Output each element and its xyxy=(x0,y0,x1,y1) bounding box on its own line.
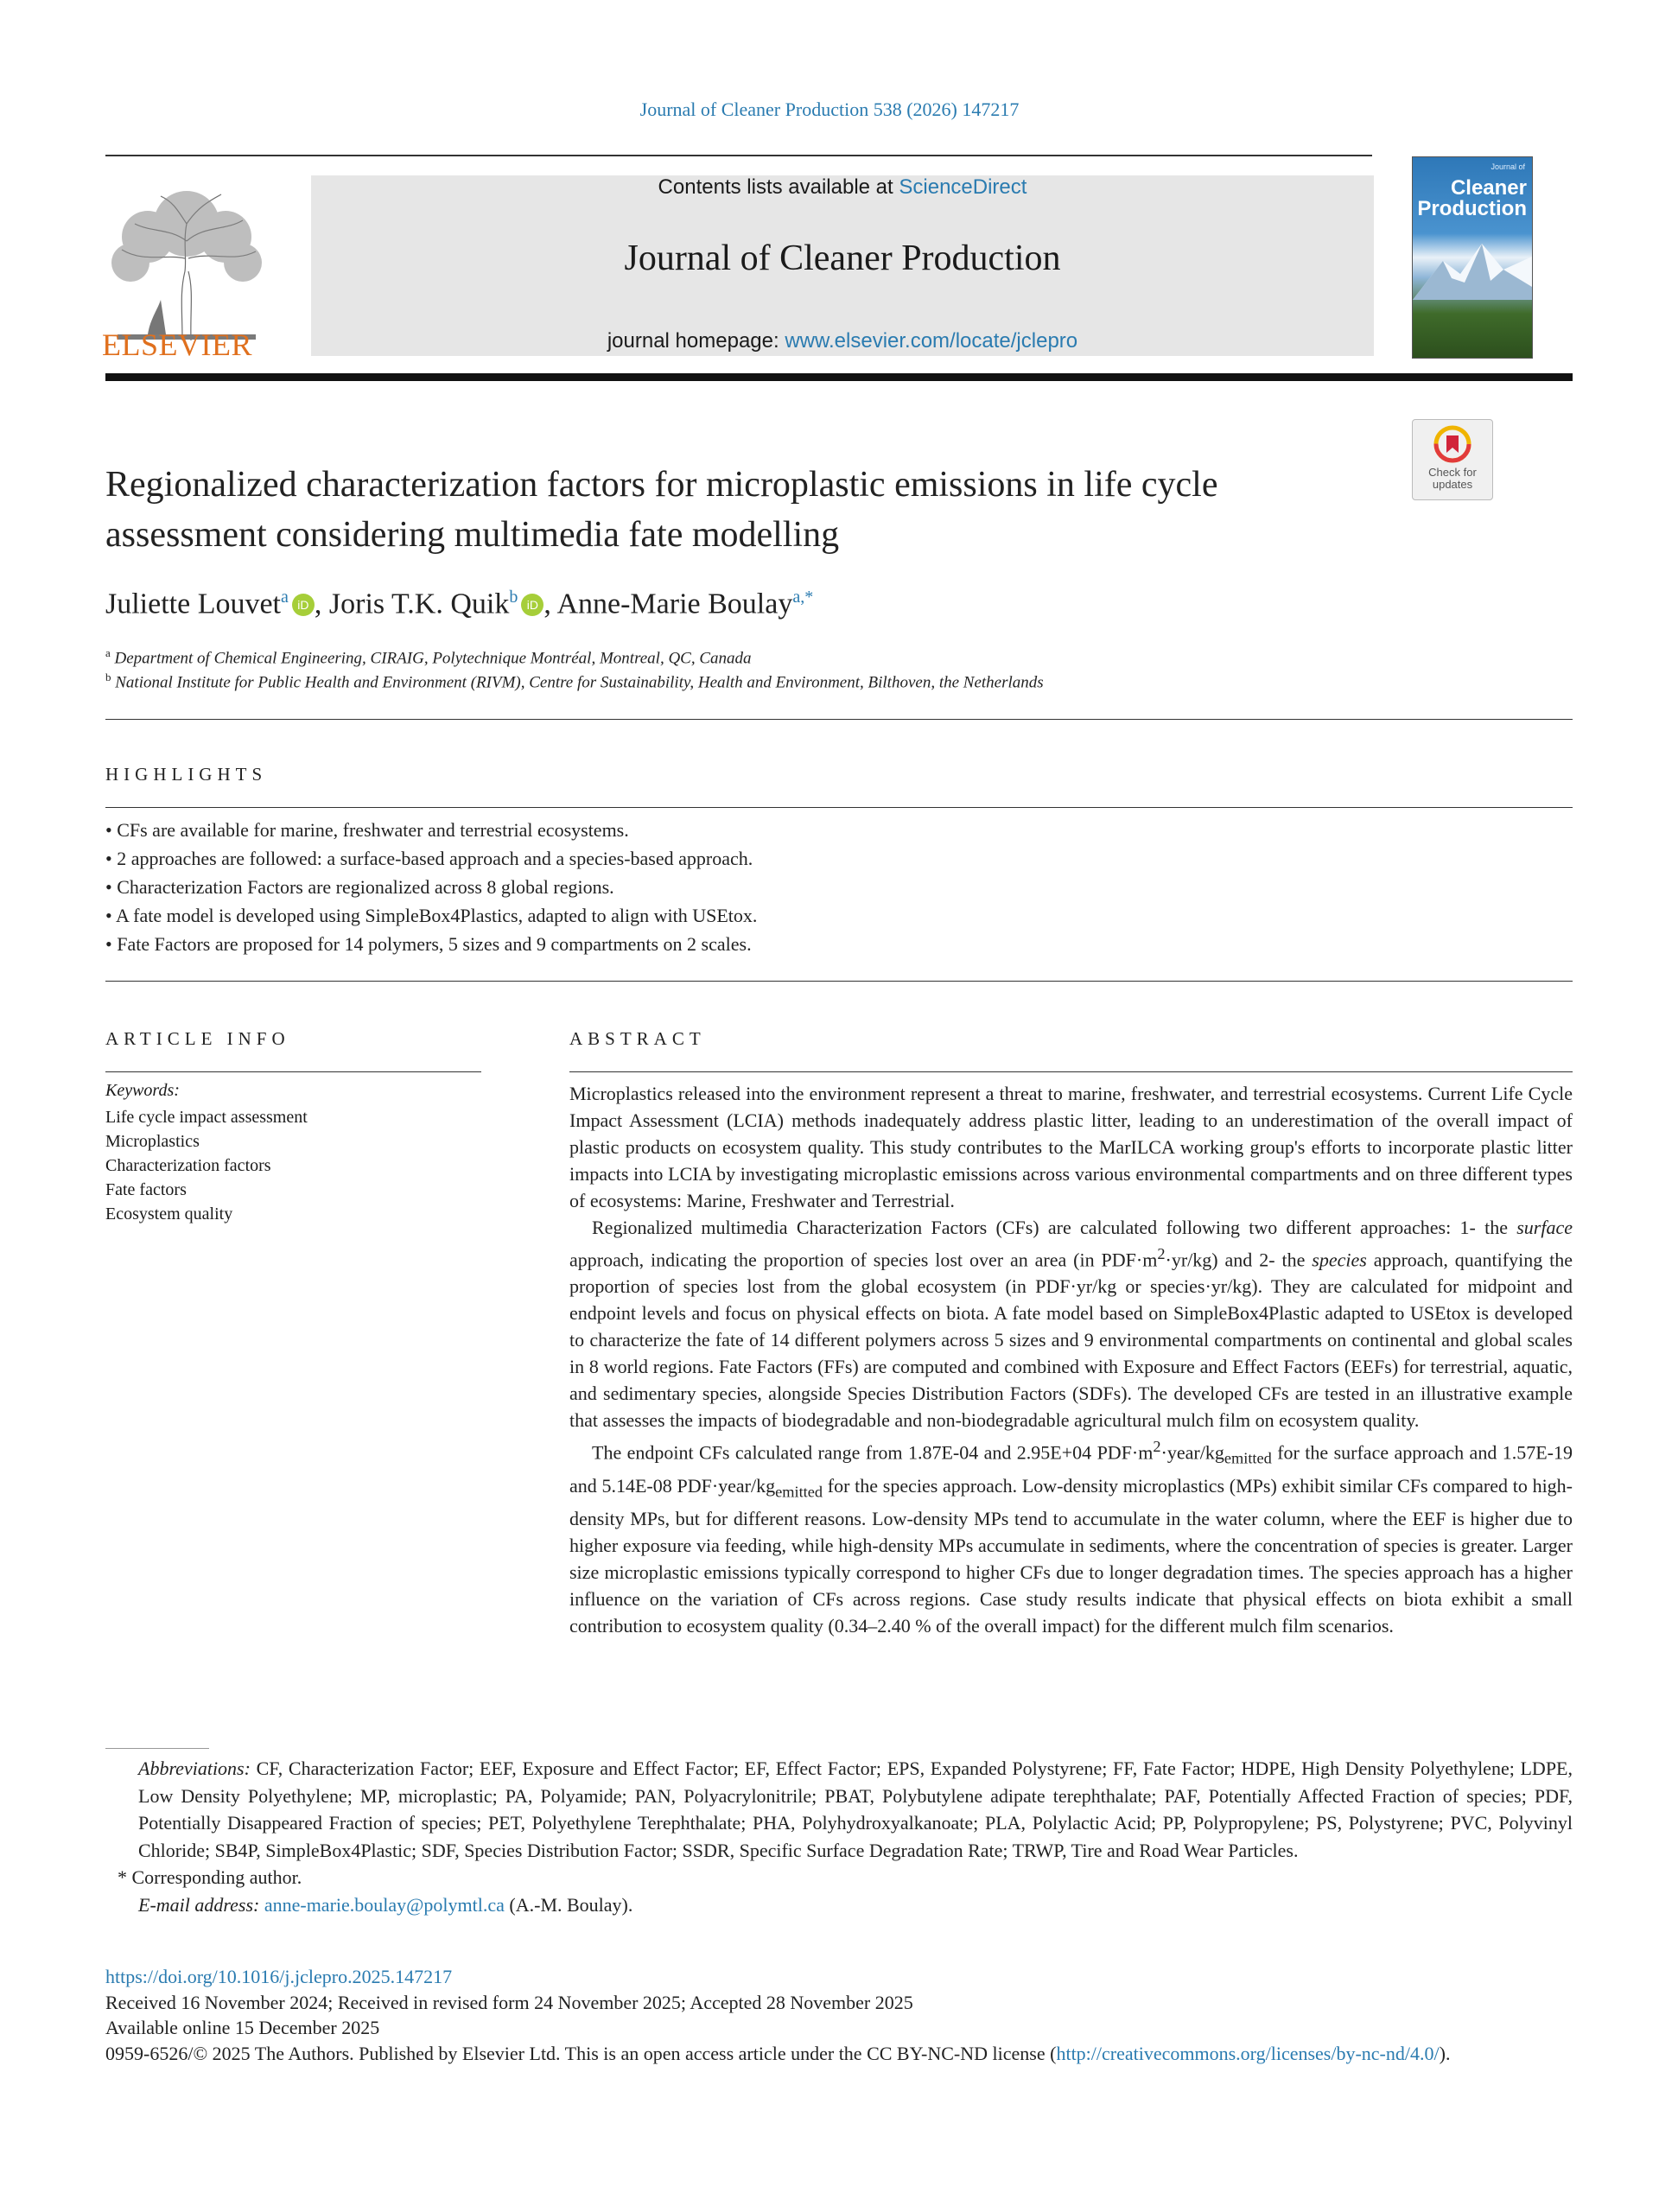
license-statement: 0959-6526/© 2025 The Authors. Published by Elsevier Ltd. This is an open access article under the CC BY-NC-ND license (http://creativecommons.org/licenses/by-nc-nd/4.0/). xyxy=(105,2042,1451,2064)
divider xyxy=(105,981,1573,982)
author-name[interactable]: Juliette Louvet xyxy=(105,588,282,620)
author-affiliation-mark[interactable]: a,* xyxy=(792,588,814,607)
email-footnote xyxy=(105,1891,1573,1919)
orcid-icon[interactable]: iD xyxy=(292,594,315,616)
abstract-paragraph: Microplastics released into the environment represent a threat to marine, freshwater, and terrestrial ecosystems. Current Life Cycle Impact Assessment (LCIA) methods inadequately address plastic litter, leading to an underestimation of the overall impact of plastic products on ecosystem quality. This study contributes to the MarILCA working group's efforts to incorporate plastic litter impacts into LCIA by investigating microplastic emissions across various environmental compartments and on three different types of ecosystems: Marine, Freshwater and Terrestrial. xyxy=(569,1083,1573,1211)
article-meta xyxy=(105,1964,1573,2066)
divider xyxy=(105,1071,481,1072)
license-link[interactable]: http://creativecommons.org/licenses/by-nc-nd/4.0/ xyxy=(1056,2042,1440,2064)
highlights-heading: HIGHLIGHTS xyxy=(105,764,268,785)
divider xyxy=(105,719,1573,720)
abbreviations-footnote xyxy=(105,1755,1573,1864)
abbreviations-label: Abbreviations: xyxy=(138,1758,251,1779)
affiliation-text: National Institute for Public Health and Environment (RIVM), Centre for Sustainability, Health and Environment, Bilthoven, the Netherlands xyxy=(115,673,1044,692)
abstract-paragraph: The endpoint CFs calculated range from 1.87E-04 and 2.95E+04 $PDF\cdot m^2\cdot year/kg_{emitted}$ for the surface approach and 1.57E-19 and 5.14E-08 $PDF\cdot year/kg_{emitted}$ for the species approach. Low-density microplastics (MPs) exhibit similar CFs compared to high-density MPs, but for different reasons. Low-density MPs tend to accumulate in the water column, where the EEF is higher due to higher exposure via feeding, while high-density MPs accumulate in sediments, where the concentration of species is greater. Larger size microplastic emissions typically correspond to higher CFs due to longer degradation times. The species approach has a higher influence on the variation of CFs across regions. Case study results indicate that physical effects on biota exhibit a small contribution to ecosystem quality (0.34–2.40 % of the overall impact) for the different mulch film scenarios. xyxy=(569,1438,1573,1637)
cover-title-line-2: Production xyxy=(1417,197,1527,220)
author-name[interactable]: Joris T.K. Quik xyxy=(328,588,510,620)
highlight-item: • Characterization Factors are regionalized across 8 global regions. xyxy=(105,876,614,898)
available-online: Available online 15 December 2025 xyxy=(105,2017,380,2038)
cover-title-line-1: Cleaner xyxy=(1450,176,1527,200)
article-info-heading: ARTICLE INFO xyxy=(105,1028,290,1049)
highlight-item: • CFs are available for marine, freshwater and terrestrial ecosystems. xyxy=(105,819,629,841)
keyword-item: Ecosystem quality xyxy=(105,1205,233,1224)
abstract-heading: ABSTRACT xyxy=(569,1028,706,1049)
email-suffix: (A.-M. Boulay). xyxy=(509,1893,633,1916)
check-for-updates-button[interactable] xyxy=(1412,419,1493,500)
affiliation-b xyxy=(105,671,1044,692)
author-affiliation-mark[interactable]: a xyxy=(281,588,289,607)
author-name[interactable]: Anne-Marie Boulay xyxy=(556,588,793,620)
journal-cover-image[interactable] xyxy=(1412,156,1533,359)
publisher-logo-text: ELSEVIER xyxy=(102,327,252,362)
keywords-label: Keywords: xyxy=(105,1081,180,1100)
divider xyxy=(569,1071,1573,1072)
journal-name: Journal of Cleaner Production xyxy=(624,238,1061,278)
keyword-item: Microplastics xyxy=(105,1132,200,1151)
highlight-item: • 2 approaches are followed: a surface-based approach and a species-based approach. xyxy=(105,848,753,869)
orcid-icon[interactable]: iD xyxy=(521,594,543,616)
affiliation-mark: a xyxy=(105,646,111,659)
check-for-updates-label: Check for updates xyxy=(1428,466,1477,491)
received-dates: Received 16 November 2024; Received in revised form 24 November 2025; Accepted 28 November 2025 xyxy=(105,1991,913,2013)
affiliation-a xyxy=(105,646,752,668)
highlight-item: • Fate Factors are proposed for 14 polymers, 5 sizes and 9 compartments on 2 scales. xyxy=(105,933,752,955)
bookmark-icon xyxy=(1433,425,1471,465)
journal-homepage-link[interactable]: www.elsevier.com/locate/jclepro xyxy=(785,329,1078,353)
keywords-list xyxy=(105,1105,308,1226)
keyword-item: Life cycle impact assessment xyxy=(105,1108,308,1127)
affiliation-mark: b xyxy=(105,671,111,683)
email-label: E-mail address: xyxy=(138,1893,260,1916)
header-rule xyxy=(105,155,1372,156)
cover-title xyxy=(1417,178,1527,219)
contents-line xyxy=(311,175,1374,200)
highlight-item: • A fate model is developed using SimpleBox4Plastics, adapted to align with USEtox. xyxy=(105,905,758,926)
affiliation-text: Department of Chemical Engineering, CIRAIG, Polytechnique Montréal, Montreal, QC, Canada xyxy=(114,649,752,668)
cover-mountain xyxy=(1413,239,1532,300)
article-title: Regionalized characterization factors for microplastic emissions in life cycle assessment considering multimedia fate modelling xyxy=(105,465,1218,555)
abbreviations-text: CF, Characterization Factor; EEF, Exposure and Effect Factor; EF, Effect Factor; EPS, Expanded Polystyrene; FF, Fate Factor; HDPE, High Density Polyethylene; LDPE, Low Density Polyethylene; MP, microplastic; PA, Polyamide; PAN, Polyacrylonitrile; PBAT, Polybutylene adipate terephthalate; PAF, Potentially Affected Fraction of species; PDF, Potentially Disappeared Fraction of species; PET, Polyethylene Terephthalate; PHA, Polyhydroxyalkanoate; PLA, Polylactic Acid; PP, Polypropylene; PS, Polystyrene; PVC, Polyvinyl Chloride; SB4P, SimpleBox4Plastic; SDF, Species Distribution Factor; SSDR, Specific Surface Degradation Rate; TRWP, Tire and Road Wear Particles. xyxy=(138,1758,1573,1861)
corresponding-author-note: * Corresponding author. xyxy=(118,1866,302,1888)
journal-banner xyxy=(311,175,1374,356)
author-list: Juliette Louvet$^a$ iD , Joris T.K. Quik$^b$ iD , Anne-Marie Boulay$^{a,*}$ xyxy=(105,588,814,620)
contents-prefix: Contents lists available at xyxy=(658,175,893,199)
email-link[interactable]: anne-marie.boulay@polymtl.ca xyxy=(264,1893,505,1916)
keyword-item: Characterization factors xyxy=(105,1156,271,1175)
homepage-line xyxy=(311,329,1374,353)
author-affiliation-mark[interactable]: b xyxy=(509,588,518,607)
abstract-body xyxy=(569,1080,1573,1639)
divider xyxy=(105,807,1573,808)
abstract-paragraph: Regionalized multimedia Characterization Factors (CFs) are calculated following two different approaches: 1- the surface approach, indicating the proportion of species lost over an area (in $PDF\cdot m^2\cdot yr/kg$) and 2- the species approach, quantifying the proportion of species lost from the global ecosystem (in PDF·yr/kg or species·yr/kg). They are calculated for midpoint and endpoint levels and focus on physical effects on biota. A fate model based on SimpleBox4Plastic adapted to USEtox is developed to characterize the fate of 14 different polymers across 5 sizes and 9 environmental compartments on continental and global scales in 8 world regions. Fate Factors (FFs) are computed and combined with Exposure and Effect Factors (EEFs) for terrestrial, aquatic, and sedimentary species, alongside Species Distribution Factors (SDFs). The developed CFs are tested in an illustrative example that assesses the impacts of biodegradable and non-biodegradable agricultural mulch film on ecosystem quality. xyxy=(569,1217,1573,1432)
cover-small-text: Journal of xyxy=(1491,162,1525,171)
footnotes xyxy=(105,1755,1573,1918)
journal-reference[interactable]: Journal of Cleaner Production 538 (2026) 147217 xyxy=(639,99,1020,120)
highlights-list xyxy=(105,816,757,958)
footnote-rule xyxy=(105,1748,209,1749)
sciencedirect-link[interactable]: ScienceDirect xyxy=(899,175,1027,199)
keyword-item: Fate factors xyxy=(105,1180,187,1199)
header-thick-rule xyxy=(105,373,1573,381)
doi-link[interactable]: https://doi.org/10.1016/j.jclepro.2025.147217 xyxy=(105,1966,453,1987)
homepage-prefix: journal homepage: xyxy=(607,329,779,353)
